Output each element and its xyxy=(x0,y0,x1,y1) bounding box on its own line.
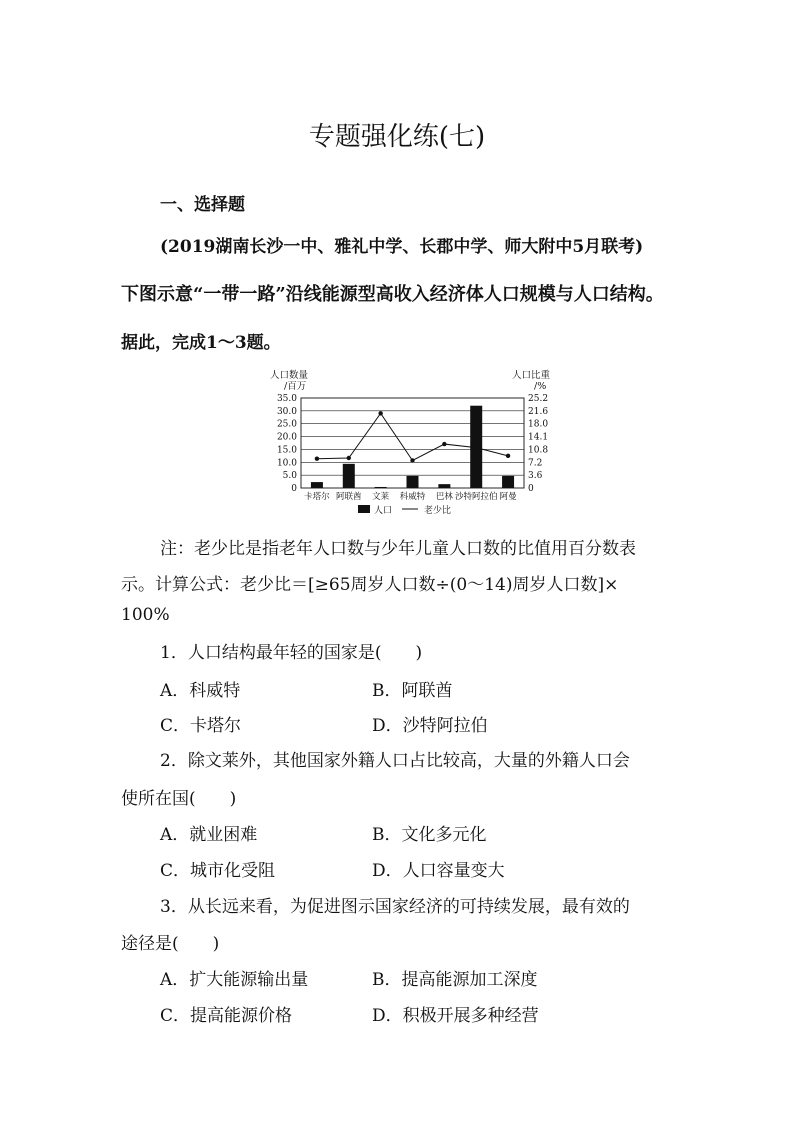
point-ratio xyxy=(378,411,382,415)
point-ratio xyxy=(506,454,510,458)
question-2-cont: 使所在国( ) xyxy=(121,789,237,809)
legend-bar-label: 人口 xyxy=(374,506,393,516)
q1-option-a[interactable]: A．科威特 xyxy=(160,681,241,701)
category-label: 卡塔尔 xyxy=(304,492,330,502)
q1-option-b[interactable]: B．阿联酋 xyxy=(372,681,453,701)
left-tick-label: 10.0 xyxy=(276,458,297,469)
q2-option-b[interactable]: B．文化多元化 xyxy=(372,825,487,845)
bar-population xyxy=(311,482,323,488)
q3-option-c[interactable]: C．提高能源价格 xyxy=(160,1006,293,1026)
right-tick-label: 18.0 xyxy=(528,419,549,430)
bar-population xyxy=(375,487,387,488)
point-ratio xyxy=(474,445,478,449)
bar-population xyxy=(438,484,450,488)
q2-option-d[interactable]: D．人口容量变大 xyxy=(372,861,505,881)
note-line-2: 示。计算公式：老少比＝[≥65周岁人口数÷(0～14)周岁人口数]× xyxy=(121,575,619,595)
right-tick-label: 0 xyxy=(528,484,534,494)
legend-line-label: 老少比 xyxy=(424,506,452,516)
plot-frame xyxy=(301,398,524,488)
right-tick-label: 21.6 xyxy=(528,406,549,417)
point-ratio xyxy=(442,442,446,446)
question-3-cont: 途径是( ) xyxy=(121,934,220,954)
point-ratio xyxy=(410,458,414,462)
q1-option-d[interactable]: D．沙特阿拉伯 xyxy=(372,716,488,736)
point-ratio xyxy=(347,456,351,460)
legend-bar-swatch xyxy=(358,505,370,513)
right-axis-label: 人口比重 xyxy=(512,370,551,381)
q3-option-d[interactable]: D．积极开展多种经营 xyxy=(372,1006,539,1026)
left-axis-unit: /百万 xyxy=(284,381,307,392)
bar-population xyxy=(502,476,514,488)
category-label: 科威特 xyxy=(399,492,426,502)
intro-line-1: 下图示意“一带一路”沿线能源型高收入经济体人口规模与人口结构。 xyxy=(121,284,664,305)
note-line-1: 注：老少比是指老年人口数与少年儿童人口数的比值用百分数表 xyxy=(160,539,636,559)
q3-option-b[interactable]: B．提高能源加工深度 xyxy=(372,970,538,990)
category-label: 文莱 xyxy=(372,492,390,502)
left-tick-label: 25.0 xyxy=(276,419,297,430)
right-axis-unit: /% xyxy=(534,381,547,392)
right-tick-label: 14.1 xyxy=(528,432,549,443)
right-tick-label: 10.8 xyxy=(528,445,549,456)
point-ratio xyxy=(315,457,319,461)
section-heading: 一、选择题 xyxy=(160,195,245,215)
left-tick-label: 20.0 xyxy=(276,432,297,443)
category-label: 阿联酋 xyxy=(336,492,362,502)
category-label: 巴林 xyxy=(435,492,453,502)
right-tick-label: 7.2 xyxy=(528,458,543,469)
left-tick-label: 35.0 xyxy=(276,394,297,404)
right-tick-label: 3.6 xyxy=(528,471,543,482)
note-line-3: 100% xyxy=(121,605,170,625)
question-1: 1．人口结构最年轻的国家是( ) xyxy=(160,643,423,663)
left-tick-label: 0 xyxy=(291,484,297,494)
left-tick-label: 15.0 xyxy=(276,445,297,456)
bar-population xyxy=(343,464,355,488)
q3-option-a[interactable]: A．扩大能源输出量 xyxy=(160,970,309,990)
left-tick-label: 5.0 xyxy=(282,471,297,482)
page-title: 专题强化练(七) xyxy=(308,122,486,152)
bar-population xyxy=(407,476,419,488)
q2-option-a[interactable]: A．就业困难 xyxy=(160,825,258,845)
left-tick-label: 30.0 xyxy=(276,406,297,417)
q2-option-c[interactable]: C．城市化受阻 xyxy=(160,861,276,881)
question-2: 2．除文莱外，其他国家外籍人口占比较高，大量的外籍人口会 xyxy=(160,751,630,771)
q1-option-c[interactable]: C．卡塔尔 xyxy=(160,716,242,736)
right-tick-label: 25.2 xyxy=(528,394,549,404)
left-axis-label: 人口数量 xyxy=(270,370,309,381)
intro-line-2: 据此，完成1～3题。 xyxy=(121,333,281,353)
intro-source: (2019湖南长沙一中、雅礼中学、长郡中学、师大附中5月联考) xyxy=(160,237,644,257)
category-label: 沙特阿拉伯 xyxy=(454,492,498,502)
population-chart xyxy=(266,366,556,518)
question-3: 3．从长远来看，为促进图示国家经济的可持续发展，最有效的 xyxy=(160,897,630,917)
category-label: 阿曼 xyxy=(499,492,517,502)
